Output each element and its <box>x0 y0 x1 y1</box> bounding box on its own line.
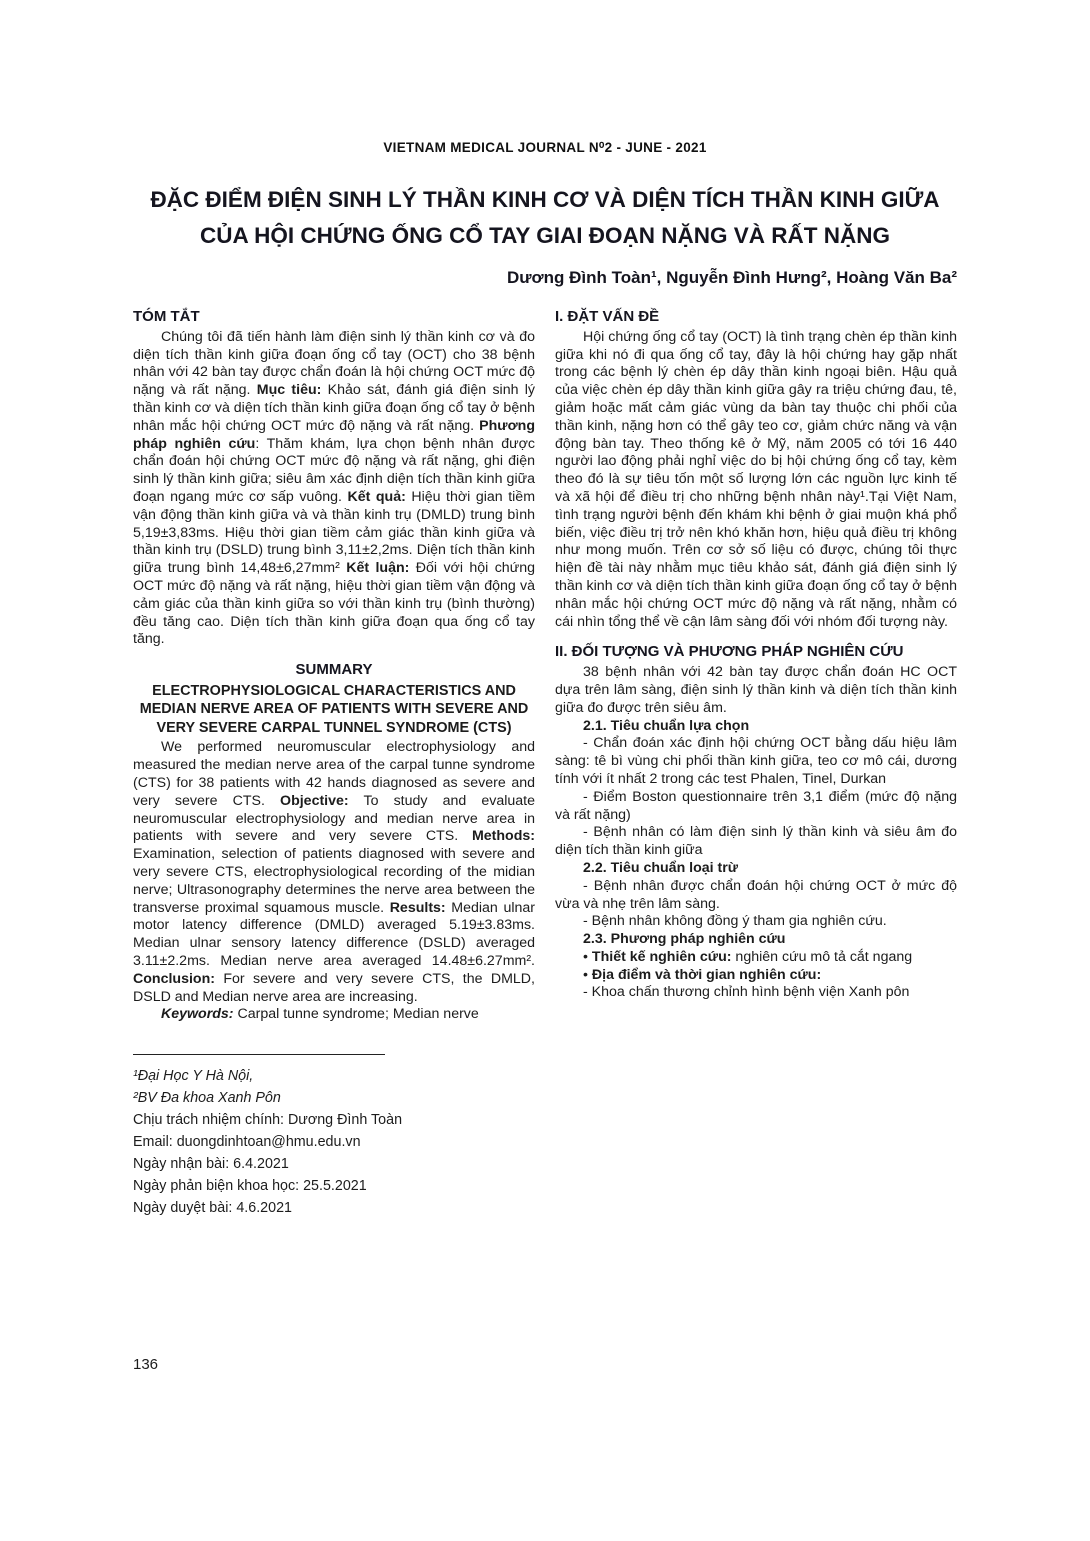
abstract-paragraph: Chúng tôi đã tiến hành làm điện sinh lý thần kinh cơ và đo diện tích thần kinh giữa đoạn ống cổ tay (OCT) cho 38 bệnh nhân với 42 bàn tay được chẩn đoán là hội chứng OCT mức độ nặng và rất nặng. Mục tiêu: Khảo sát, đánh giá điện sinh lý thần kinh cơ và diện tích thần kinh giữa đoạn ống cổ tay ở bệnh nhân mắc hội chứng OCT mức độ nặng và rất nặng. Phương pháp nghiên cứu: Thăm khám, lựa chọn bệnh nhân được chẩn đoán hội chứng OCT mức độ nặng và rất nặng, ghi điện sinh lý thần kinh giữa; siêu âm xác định diện tích thần kinh giữa đoạn ngang mức cơ sấp vuông. Kết quả: Hiệu thời gian tiềm vận động thần kinh giữa và và thần kinh trụ (DMLD) trung bình 5,19±3,83ms. Hiệu thời gian tiềm cảm giác thần kinh giữa và thần kinh trụ (DSLD) trung bình 3,11±2,2ms. Diện tích thần kinh giữa trung bình 14,48±6,27mm² Kết luận: Đối với hội chứng OCT mức độ nặng và rất nặng, hiệu thời gian tiềm vận động và cảm giác của thần kinh giữa so với thần kinh trụ (bình thường) đều tăng cao. Diện tích thần kinh giữa đoạn qua ống cổ tay tăng. <box>133 328 536 648</box>
section2-design-bullet: • Thiết kế nghiên cứu: nghiên cứu mô tả cắt ngang <box>583 948 913 965</box>
footnote-email: Email: duongdinhtoan@hmu.edu.vn <box>133 1134 361 1151</box>
section2-sub2-item-1: - Bệnh nhân được chẩn đoán hội chứng OCT ở mức độ vừa và nhẹ trên lâm sàng. <box>555 877 957 912</box>
journal-header: VIETNAM MEDICAL JOURNAL N⁰2 - JUNE - 2021 <box>383 140 707 155</box>
footnote-received-date: Ngày nhận bài: 6.4.2021 <box>133 1156 289 1173</box>
section2-sub1-heading: 2.1. Tiêu chuẩn lựa chọn <box>583 717 750 734</box>
section2-sub1-item-2: - Điểm Boston questionnaire trên 3,1 điểm (mức độ nặng và rất nặng) <box>555 788 957 823</box>
section1-heading: I. ĐẶT VẤN ĐỀ <box>555 308 660 325</box>
section1-paragraph: Hội chứng ống cổ tay (OCT) là tình trạng chèn ép thần kinh giữa khi nó đi qua ống cổ tay, đây là hội chứng hay gặp nhất trong các bệnh lý chèn ép dây thần kinh ngoại biên. Hậu quả của việc chèn ép dây thần kinh giữa gây ra triệu chứng đau, tê, giảm hoặc mất cảm giác vùng da bàn tay thuộc chi phối của thần kinh, nặng hơn có thể gây teo cơ, giảm chức năng và vận động bàn tay. Theo thống kê ở Mỹ, năm 2005 có tới 16 440 người lao động phải nghỉ việc do bị hội chứng ống cổ tay, kèm theo đó là sự tiêu tốn một số lượng lớn các nguồn lực kinh tế và xã hội để điều trị cho những bệnh nhân này¹.Tại Việt Nam, tình trạng người bệnh đến khám khi bệnh ở giai muộn khá phổ biến, việc điều trị trở nên khó khăn hơn, hiệu quả điều trị không như mong muốn. Trên cơ sở số liệu có được, chúng tôi thực hiện đề tài này nhằm mục tiêu khảo sát, đánh giá điện sinh lý thần kinh cơ và diện tích thần kinh giữa đoạn ống cổ tay ở bệnh nhân mắc hội chứng OCT mức độ nặng và rất nặng, nhằm có cái nhìn tổng thể về cận lâm sàng đối với nhóm đối tượng này. <box>555 328 957 630</box>
footnote-review-date: Ngày phản biện khoa học: 25.5.2021 <box>133 1178 367 1195</box>
section2-location-bullet: • Địa điểm và thời gian nghiên cứu: <box>583 966 822 983</box>
summary-heading: SUMMARY <box>295 661 373 679</box>
section2-sub1-item-1: - Chẩn đoán xác định hội chứng OCT bằng dấu hiệu lâm sàng: tê bì vùng chi phối thần kinh giữa, teo cơ mô cái, dương tính với ít nhất 2 trong các test Phalen, Tinel, Durkan <box>555 735 957 787</box>
abstract-heading: TÓM TẮT <box>133 308 200 325</box>
article-authors: Dương Đình Toàn¹, Nguyễn Đình Hưng², Hoàng Văn Ba² <box>506 268 957 287</box>
footnote-affiliation-1: ¹Đại Học Y Hà Nội, <box>133 1068 254 1085</box>
footnote-accepted-date: Ngày duyệt bài: 4.6.2021 <box>133 1200 292 1217</box>
section2-intro: 38 bệnh nhân với 42 bàn tay được chẩn đoán HC OCT dựa trên lâm sàng, điện sinh lý thần kinh và diện tích thần kinh giữa đo được trên siêu âm. <box>555 664 957 716</box>
section2-sub1-item-3: - Bệnh nhân có làm điện sinh lý thần kinh và siêu âm đo diện tích thần kinh giữa <box>555 824 957 859</box>
footnote-affiliation-2: ²BV Đa khoa Xanh Pôn <box>133 1090 281 1107</box>
footnote-block <box>133 1065 535 1219</box>
section2-sub3-item: - Khoa chấn thương chỉnh hình bệnh viện Xanh pôn <box>583 984 910 1001</box>
section2-heading: II. ĐỐI TƯỢNG VÀ PHƯƠNG PHÁP NGHIÊN CỨU <box>555 643 904 661</box>
summary-title: ELECTROPHYSIOLOGICAL CHARACTERISTICS AND MEDIAN NERVE AREA OF PATIENTS WITH SEVERE AND VERY SEVERE CARPAL TUNNEL SYNDROME (CTS) <box>139 682 529 736</box>
right-column <box>555 306 957 1219</box>
section2-sub3-heading: 2.3. Phương pháp nghiên cứu <box>583 931 786 948</box>
left-column <box>133 306 535 1219</box>
section2-sub2-item-2: - Bệnh nhân không đồng ý tham gia nghiên cứu. <box>583 913 887 930</box>
two-column-body <box>133 306 957 1219</box>
page-number: 136 <box>133 1356 159 1373</box>
section2-sub2-heading: 2.2. Tiêu chuẩn loại trừ <box>583 859 739 876</box>
summary-paragraph: We performed neuromuscular electrophysiology and measured the median nerve area of the carpal tunne syndrome (CTS) for 38 patients with 42 hands diagnosed as severe and very severe CTS. Objective: To study and evaluate neuromuscular electrophysiology and median nerve area in patients with severe and very severe CTS. Methods: Examination, selection of patients diagnosed with severe and very severe CTS, electrophysiological recording of the midian nerve; Ultrasonography determines the nerve area between the transverse proximal squamous muscle. Results: Median ulnar motor latency difference (DMLD) averaged 5.19±3.83ms. Median ulnar sensory latency difference (DSLD) averaged 3.11±2.2ms. Median nerve area averaged 14.48±6.27mm². Conclusion: For severe and very severe CTS, the DMLD, DSLD and Median nerve area are increasing. <box>133 739 536 1005</box>
footnote-corresponding-author: Chịu trách nhiệm chính: Dương Đình Toàn <box>133 1112 403 1129</box>
footnote-divider <box>133 1054 385 1055</box>
keywords-line: Keywords: Carpal tunne syndrome; Median nerve <box>161 1006 479 1023</box>
article-title: ĐẶC ĐIỂM ĐIỆN SINH LÝ THẦN KINH CƠ VÀ DIỆN TÍCH THẦN KINH GIỮA CỦA HỘI CHỨNG ỐNG CỔ TAY GIAI ĐOẠN NẶNG VÀ RẤT NẶNG <box>150 187 940 248</box>
